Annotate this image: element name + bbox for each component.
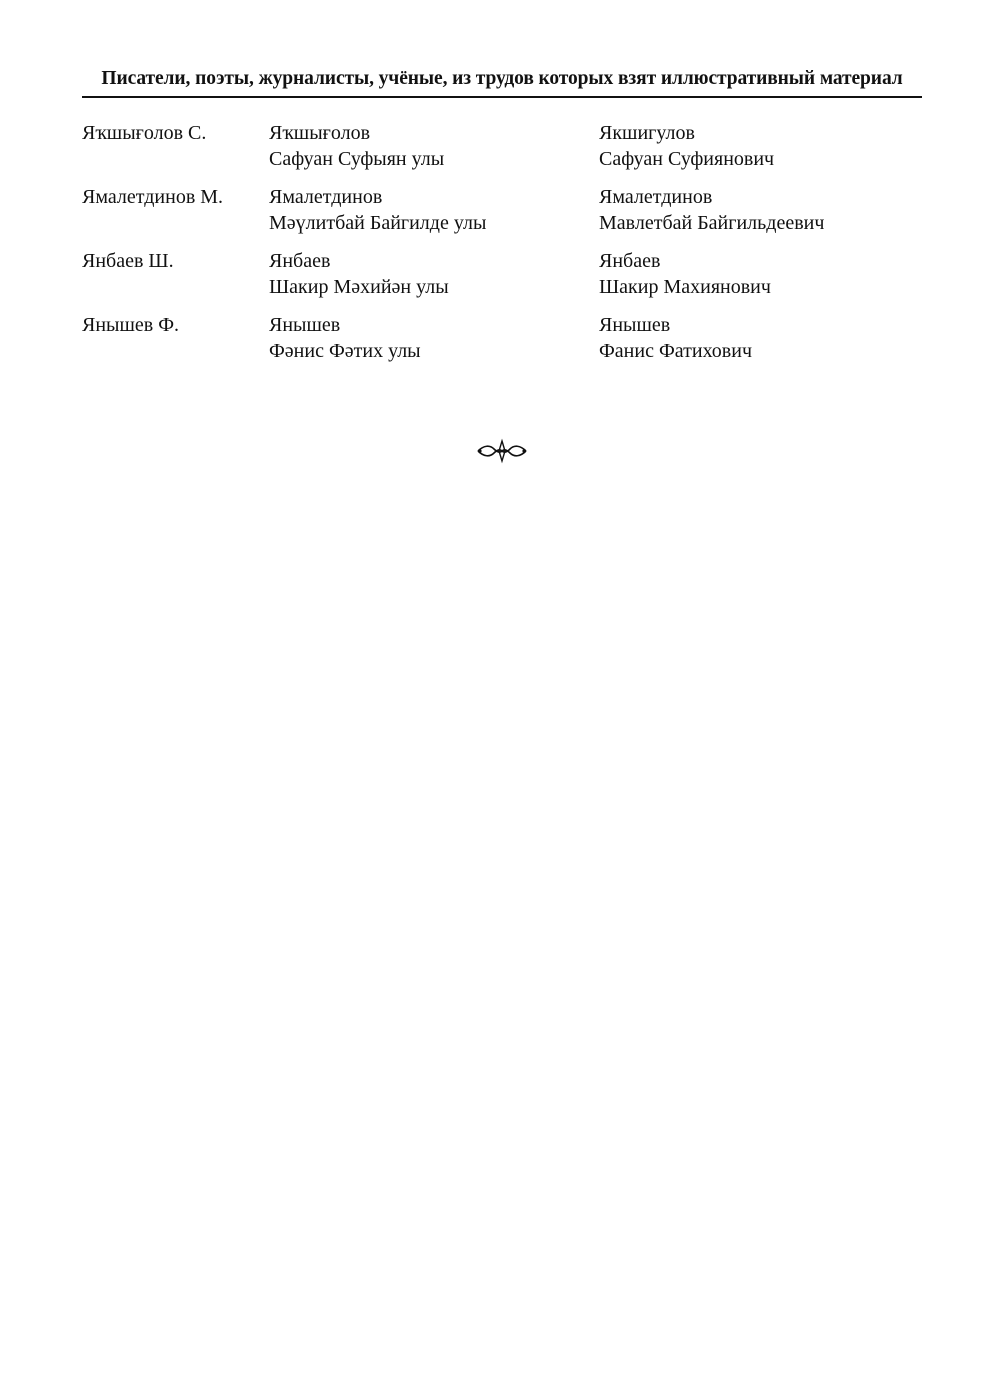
author-entry — [82, 248, 922, 312]
author-list — [82, 120, 922, 376]
russian-given-name: Мавлетбай Байгильдеевич — [599, 212, 825, 234]
author-bashkir-name — [269, 120, 444, 172]
author-short-name: Янбаев Ш. — [82, 250, 174, 272]
author-short-name: Янышев Ф. — [82, 314, 180, 336]
author-entry — [82, 120, 922, 184]
author-bashkir-name — [269, 312, 421, 364]
russian-surname: Янбаев — [599, 250, 661, 272]
ornament-icon — [476, 438, 528, 464]
running-header: Писатели, поэты, журналисты, учёные, из трудов которых взят иллюстративный материал — [82, 66, 922, 98]
russian-surname: Ямалетдинов — [599, 186, 713, 208]
russian-given-name: Шакир Махиянович — [599, 276, 771, 298]
russian-given-name: Сафуан Суфиянович — [599, 148, 775, 170]
author-short-name: Яҡшығолов С. — [82, 122, 207, 144]
bashkir-given-name: Шакир Мәхийән улы — [269, 276, 449, 298]
bashkir-surname: Яҡшығолов — [269, 122, 371, 144]
author-russian-name — [599, 248, 771, 300]
bashkir-surname: Янышев — [269, 314, 341, 336]
author-russian-name — [599, 184, 824, 236]
bashkir-surname: Янбаев — [269, 250, 331, 272]
author-entry — [82, 184, 922, 248]
bashkir-given-name: Сафуан Суфыян улы — [269, 148, 445, 170]
author-bashkir-name — [269, 248, 449, 300]
author-entry — [82, 312, 922, 376]
bashkir-given-name: Мәүлитбай Байгилде улы — [269, 212, 487, 234]
bashkir-surname: Ямалетдинов — [269, 186, 383, 208]
author-bashkir-name — [269, 184, 486, 236]
author-short-name: Ямалетдинов М. — [82, 186, 224, 208]
bashkir-given-name: Фәнис Фәтих улы — [269, 340, 421, 362]
russian-surname: Якшигулов — [599, 122, 695, 144]
author-russian-name — [599, 120, 774, 172]
author-russian-name — [599, 312, 752, 364]
russian-given-name: Фанис Фатихович — [599, 340, 753, 362]
russian-surname: Янышев — [599, 314, 671, 336]
